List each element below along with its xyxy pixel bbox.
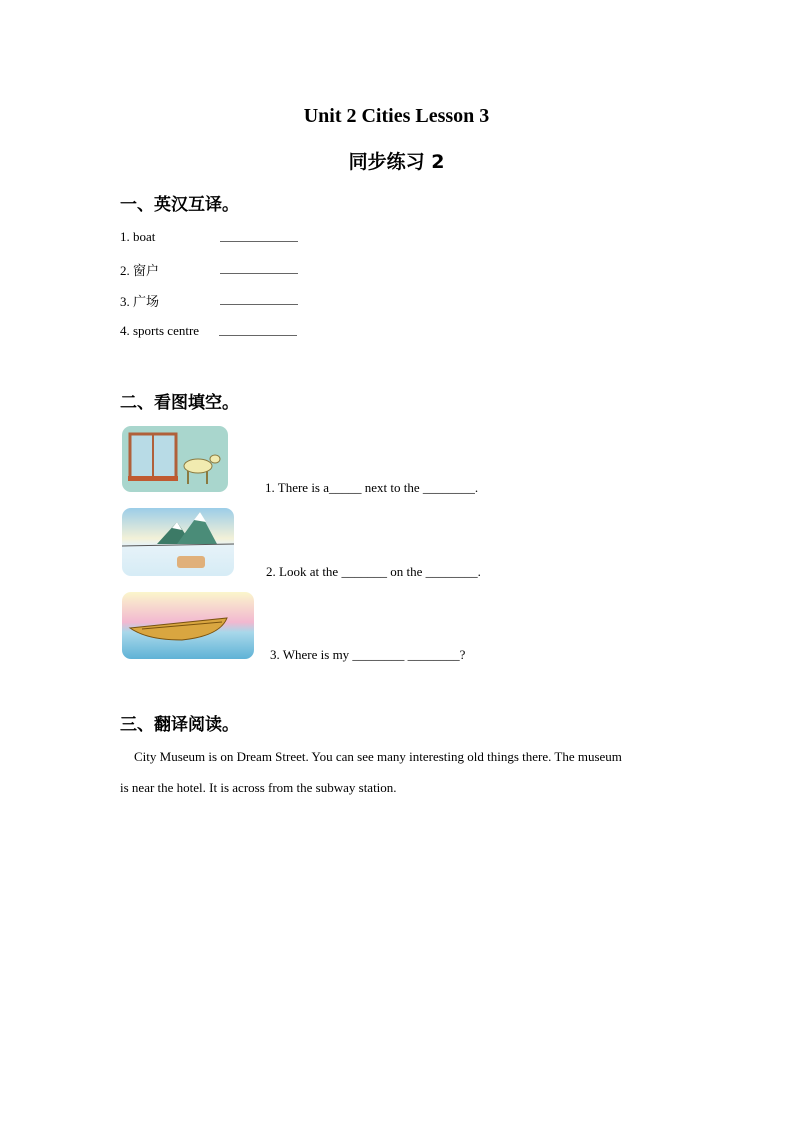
answer-blank: [220, 304, 298, 305]
mountain-snow-picture: [122, 508, 234, 576]
fill-sentence: 1. There is a_____ next to the ________.: [265, 480, 479, 495]
page-subtitle: 同步练习 2: [348, 151, 445, 173]
window-goat-picture: [122, 426, 228, 492]
answer-blank: [219, 335, 297, 336]
translate-item: 2. 窗户: [120, 263, 160, 278]
fill-sentence: 3. Where is my ________ ________?: [270, 647, 466, 662]
reading-paragraph-line: City Museum is on Dream Street. You can see many interesting old things there. The museum: [134, 749, 622, 764]
translate-item: 1. boat: [120, 229, 156, 244]
page-title: Unit 2 Cities Lesson 3: [303, 105, 490, 127]
translate-item: 3. 广场: [120, 294, 160, 309]
section3-heading: 三、翻译阅读。: [120, 715, 239, 735]
fill-sentence: 2. Look at the _______ on the ________.: [266, 564, 481, 579]
answer-blank: [220, 273, 298, 274]
boat-picture: [122, 592, 254, 659]
translate-item: 4. sports centre: [120, 323, 200, 338]
answer-blank: [220, 241, 298, 242]
section1-heading: 一、英汉互译。: [120, 195, 239, 215]
reading-paragraph-line: is near the hotel. It is across from the subway station.: [120, 780, 397, 795]
section2-heading: 二、看图填空。: [120, 393, 239, 413]
